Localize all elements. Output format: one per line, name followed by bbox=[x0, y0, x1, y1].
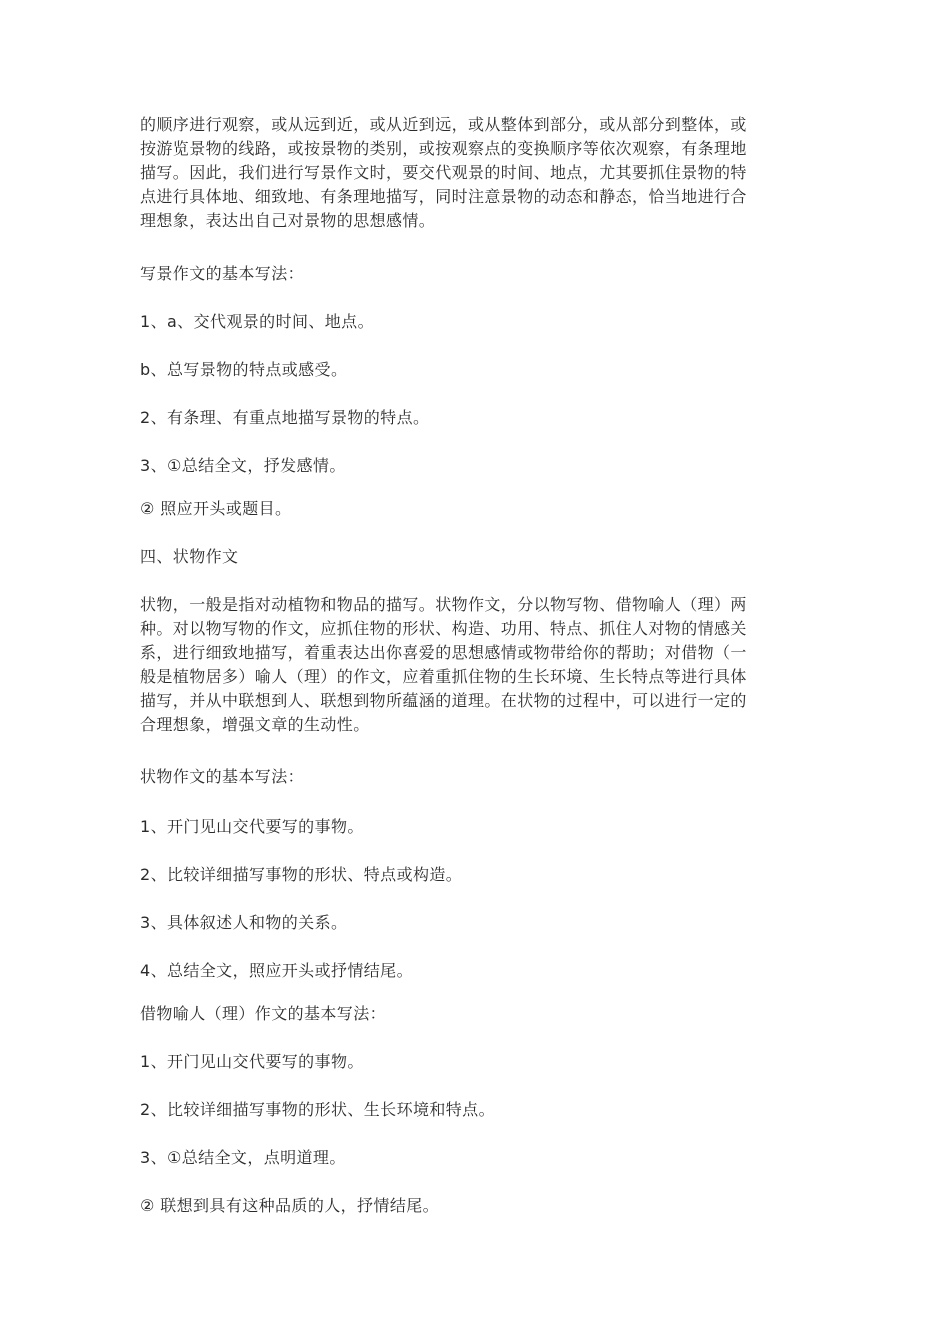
paragraph-line: 般是植物居多）喻人（理）的作文，应着重抓住物的生长环境、生长特点等进行具体 bbox=[140, 667, 747, 686]
scenery-method-item: ② 照应开头或题目。 bbox=[140, 499, 292, 518]
metaphor-method-item: 1、开门见山交代要写的事物。 bbox=[140, 1052, 364, 1071]
scenery-method-item: b、总写景物的特点或感受。 bbox=[140, 360, 348, 379]
object-method-item: 2、比较详细描写事物的形状、特点或构造。 bbox=[140, 865, 463, 884]
paragraph-line: 合理想象，增强文章的生动性。 bbox=[140, 715, 370, 734]
paragraph-line: 点进行具体地、细致地、有条理地描写，同时注意景物的动态和静态，恰当地进行合 bbox=[140, 187, 747, 206]
metaphor-method-item: ② 联想到具有这种品质的人，抒情结尾。 bbox=[140, 1196, 440, 1215]
paragraph-line: 描写，并从中联想到人、联想到物所蕴涵的道理。在状物的过程中，可以进行一定的 bbox=[140, 691, 747, 710]
section-title: 四、状物作文 bbox=[140, 547, 239, 566]
scenery-method-heading: 写景作文的基本写法： bbox=[140, 264, 305, 283]
scenery-method-item: 2、有条理、有重点地描写景物的特点。 bbox=[140, 408, 430, 427]
object-method-item: 1、开门见山交代要写的事物。 bbox=[140, 817, 364, 836]
paragraph-line: 状物，一般是指对动植物和物品的描写。状物作文，分以物写物、借物喻人（理）两 bbox=[140, 595, 747, 614]
object-method-item: 3、具体叙述人和物的关系。 bbox=[140, 913, 348, 932]
paragraph-line: 描写。因此，我们进行写景作文时，要交代观景的时间、地点，尤其要抓住景物的特 bbox=[140, 163, 747, 182]
intro-paragraph bbox=[140, 113, 812, 233]
metaphor-method-item: 3、①总结全文，点明道理。 bbox=[140, 1148, 346, 1167]
metaphor-method-heading: 借物喻人（理）作文的基本写法： bbox=[140, 1004, 387, 1023]
object-method-heading: 状物作文的基本写法： bbox=[140, 767, 305, 786]
scenery-method-item: 3、①总结全文，抒发感情。 bbox=[140, 456, 346, 475]
paragraph-line: 按游览景物的线路，或按景物的类别，或按观察点的变换顺序等依次观察，有条理地 bbox=[140, 139, 747, 158]
paragraph-line: 的顺序进行观察，或从远到近，或从近到远，或从整体到部分，或从部分到整体，或 bbox=[140, 115, 747, 134]
paragraph-line: 理想象，表达出自己对景物的思想感情。 bbox=[140, 211, 436, 230]
section-four-paragraph bbox=[140, 593, 812, 737]
paragraph-line: 系，进行细致地描写，着重表达出你喜爱的思想感情或物带给你的帮助；对借物（一 bbox=[140, 643, 747, 662]
metaphor-method-item: 2、比较详细描写事物的形状、生长环境和特点。 bbox=[140, 1100, 495, 1119]
object-method-item: 4、总结全文，照应开头或抒情结尾。 bbox=[140, 961, 413, 980]
scenery-method-item: 1、a、交代观景的时间、地点。 bbox=[140, 312, 374, 331]
paragraph-line: 种。对以物写物的作文，应抓住物的形状、构造、功用、特点、抓住人对物的情感关 bbox=[140, 619, 747, 638]
